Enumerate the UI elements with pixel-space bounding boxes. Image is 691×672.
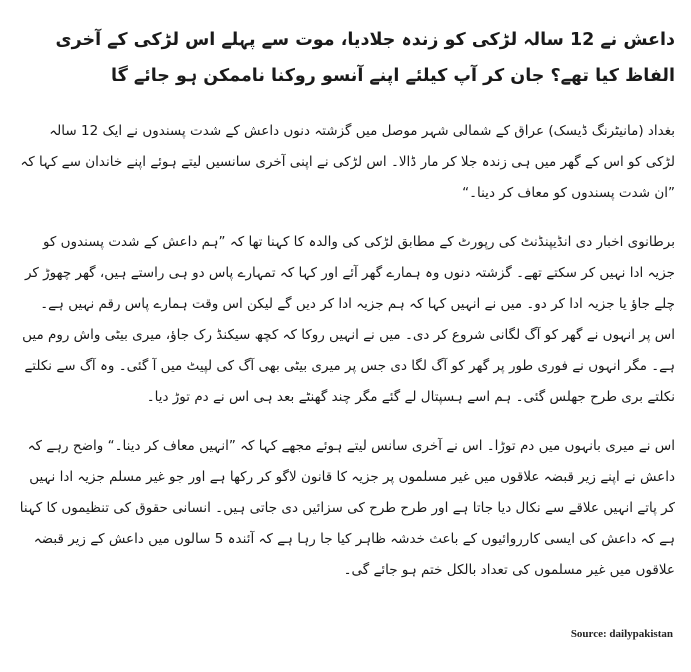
article-paragraph-2: برطانوی اخبار دی انڈیپنڈنٹ کی رپورٹ کے مطابق لڑکی کی والدہ کا کہنا تھا کہ ”ہم داعش کے شدت پسندوں کو جزیہ ادا نہیں کر سکتے تھے۔ گزشتہ دنوں وہ ہمارے گھر آئے اور کہا کہ تمہارے پاس دو ہی راستے ہیں، گھر چھوڑ کر چلے جاﺅ یا جزیہ ادا کر دو۔ میں نے انہیں کہا کہ ہم جزیہ ادا کر دیں گے لیکن اس وقت ہمارے پاس رقم نہیں ہے۔ اس پر انہوں نے گھر کو آگ لگانی شروع کر دی۔ میں نے انہیں روکا کہ کچھ سیکنڈ رک جاﺅ، میری بیٹی واش روم میں ہے۔ مگر انہوں نے فوری طور پر گھر کو آگ لگا دی جس پر میری بیٹی بھی آگ کی لپیٹ میں آ گئی۔ وہ آگ سے نکلتے نکلتے بری طرح جھلس گئی۔ ہم اسے ہسپتال لے گئے مگر چند گھنٹے بعد ہی اس نے دم توڑ دیا۔	[22, 234, 675, 405]
article-paragraph-3: اس نے میری بانہوں میں دم توڑا۔ اس نے آخری سانس لیتے ہوئے مجھے کہا کہ ”انہیں معاف کر دینا۔“ واضح رہے کہ داعش نے اپنے زیر قبضہ علاقوں میں غیر مسلموں پر جزیہ کا قانون لاگو کر رکھا ہے اور جو غیر مسلم جزیہ ادا نہیں کر پاتے انہیں علاقے سے نکال دیا جاتا ہے اور طرح طرح کی سزائیں دی جاتی ہیں۔ انسانی حقوق کی تنظیموں کا کہنا ہے کہ داعش کی ایسی کارروائیوں کے باعث خدشہ ظاہر کیا جا رہا ہے کہ آئندہ 5 سالوں میں داعش کے زیر قبضہ علاقوں میں غیر مسلموں کی تعداد بالکل ختم ہو جائے گی۔	[19, 438, 675, 578]
source-credit: Source: dailypakistan	[570, 628, 673, 640]
article-headline: داعش نے 12 سالہ لڑکی کو زندہ جلادیا، موت سے پہلے اس لڑکی کے آخری الفاظ کیا تھے؟ جان کر آپ کیلئے اپنے آنسو روکنا ناممکن ہو جائے گا	[55, 30, 675, 86]
article	[16, 22, 675, 610]
article-paragraph-1: بغداد (مانیٹرنگ ڈیسک) عراق کے شمالی شہر موصل میں گزشتہ دنوں داعش کے شدت پسندوں نے ایک 12 سالہ لڑکی کو اس کے گھر میں ہی زندہ جلا کر مار ڈالا۔ اس لڑکی نے اپنی آخری سانسیں لیتے ہوئے اپنے خاندان سے کہا کہ ”ان شدت پسندوں کو معاف کر دینا۔“	[20, 123, 675, 201]
